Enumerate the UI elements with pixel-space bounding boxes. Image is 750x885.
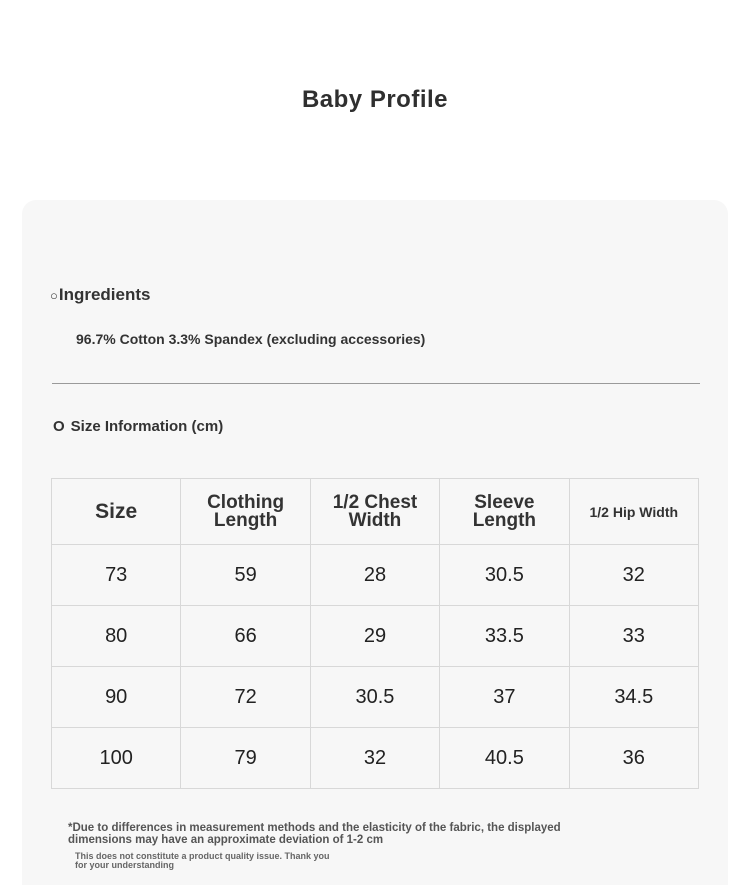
table-row xyxy=(52,667,699,728)
quality-note: This does not constitute a product quality issue. Thank you for your understanding xyxy=(75,851,330,870)
size-table xyxy=(51,478,699,789)
table-cell: 28 xyxy=(310,545,439,606)
table-cell: 80 xyxy=(52,606,181,667)
table-cell: 33 xyxy=(569,606,698,667)
size-info-heading xyxy=(53,418,223,435)
table-header-row xyxy=(52,479,699,545)
ingredients-text: 96.7% Cotton 3.3% Spandex (excluding accessories) xyxy=(76,331,426,347)
divider xyxy=(52,383,700,384)
table-cell: 79 xyxy=(181,728,310,789)
table-header-cell: 1/2 Hip Width xyxy=(569,479,698,545)
circle-mark-icon: O xyxy=(53,418,65,435)
table-cell: 100 xyxy=(52,728,181,789)
measurement-note: *Due to differences in measurement methods and the elasticity of the fabric, the displayed dimensions may have an approximate deviation of 1-2 cm xyxy=(68,822,561,846)
table-cell: 59 xyxy=(181,545,310,606)
table-header-cell: Size xyxy=(52,479,181,545)
header-clothing-length: Clothing Length xyxy=(207,491,285,531)
table-cell: 33.5 xyxy=(440,606,569,667)
table-row xyxy=(52,728,699,789)
table-row xyxy=(52,545,699,606)
table-cell: 72 xyxy=(181,667,310,728)
table-cell: 30.5 xyxy=(310,667,439,728)
table-cell: 32 xyxy=(569,545,698,606)
table-cell: 37 xyxy=(440,667,569,728)
table-cell: 73 xyxy=(52,545,181,606)
page-title: Baby Profile xyxy=(301,86,449,113)
size-info-heading-label: Size Information (cm) xyxy=(70,418,224,435)
table-cell: 90 xyxy=(52,667,181,728)
table-row xyxy=(52,606,699,667)
table-cell: 32 xyxy=(310,728,439,789)
bullet-icon: ○ xyxy=(50,288,58,303)
table-cell: 66 xyxy=(181,606,310,667)
table-cell: 40.5 xyxy=(440,728,569,789)
table-header-cell xyxy=(440,479,569,545)
table-header-cell xyxy=(181,479,310,545)
header-chest-width: 1/2 Chest Width xyxy=(332,491,418,531)
ingredients-heading-label: Ingredients xyxy=(58,285,151,304)
table-cell: 36 xyxy=(569,728,698,789)
table-cell: 30.5 xyxy=(440,545,569,606)
table-header-cell xyxy=(310,479,439,545)
header-sleeve-length: Sleeve Length xyxy=(472,491,537,531)
table-cell: 34.5 xyxy=(569,667,698,728)
ingredients-heading xyxy=(50,285,150,305)
table-cell: 29 xyxy=(310,606,439,667)
